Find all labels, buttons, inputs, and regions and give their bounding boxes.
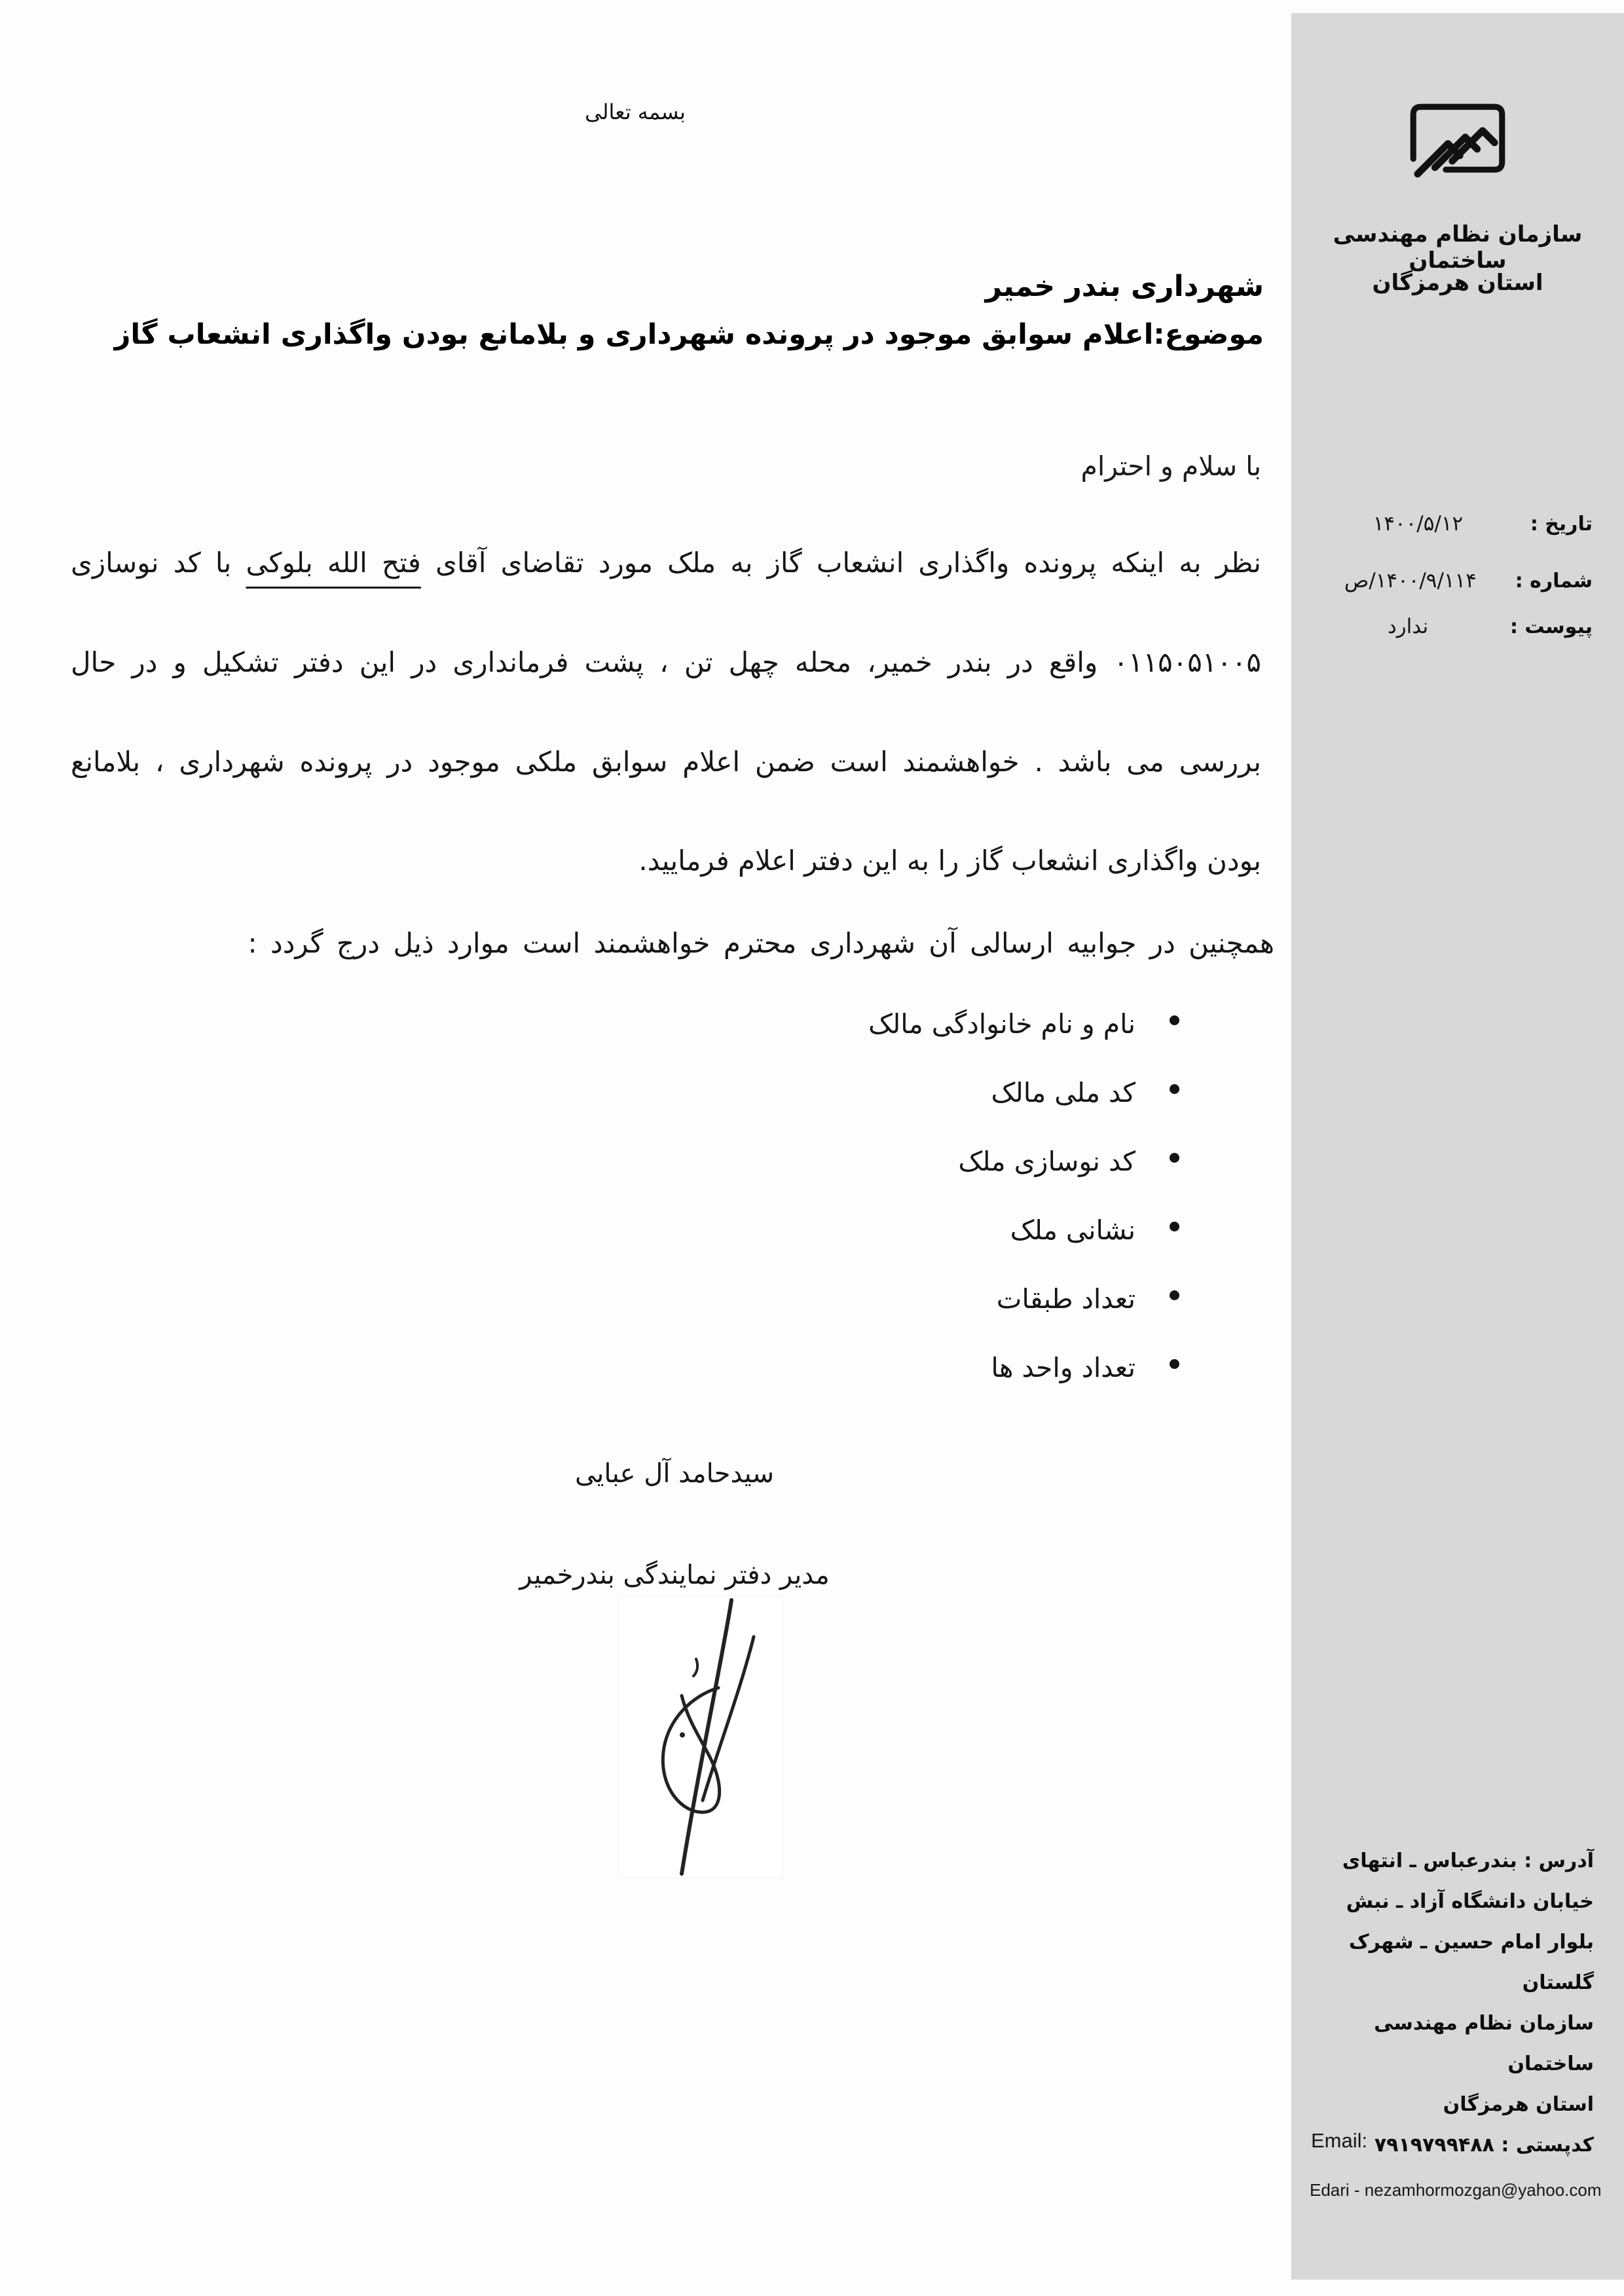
salutation-line: با سلام و احترام: [1080, 450, 1261, 482]
attachment-field: [1306, 615, 1593, 661]
bullet-icon: [1170, 1015, 1179, 1025]
list-item: [868, 1334, 1179, 1402]
org-name-line1: سازمان نظام مهندسی ساختمان: [1333, 221, 1583, 274]
list-item-label: کد نوسازی ملک: [958, 1146, 1135, 1177]
list-item: [868, 1265, 1179, 1334]
list-item: [868, 1059, 1179, 1127]
number-field: [1306, 569, 1593, 615]
postal-code-line: کدپستی : ۷۹۱۹۷۹۹۴۸۸: [1374, 2134, 1594, 2157]
address-line: آدرس : بندرعباس ـ انتهای: [1342, 1850, 1594, 1872]
list-item-label: تعداد طبقات: [996, 1283, 1135, 1315]
list-item-label: نام و نام خانوادگی مالک: [868, 1008, 1135, 1040]
body-line-3: بررسی می باشد . خواهشمند است ضمن اعلام سوابق ملکی موجود در پرونده شهرداری ، بلامانع: [71, 746, 1261, 778]
body-line-1-pre: نظر به اینکه پرونده واگذاری انشعاب گاز به ملک مورد تقاضای آقای: [420, 547, 1261, 579]
handwritten-signature: [619, 1596, 783, 1878]
email-address: Edari - nezamhormozgan@yahoo.com: [1310, 2180, 1602, 2200]
bullet-icon: [1170, 1290, 1179, 1300]
number-value: ۱۴۰۰/۹/۱۱۴/ص: [1344, 569, 1477, 592]
list-item: [868, 1196, 1179, 1265]
recipient-line: شهرداری بندر خمیر: [985, 270, 1264, 303]
org-address-block: [1311, 1841, 1594, 2166]
email-label: Email:: [1311, 2129, 1368, 2152]
letterhead-sidebar: [1291, 13, 1624, 2280]
body-line-1: [71, 547, 1261, 579]
bullet-icon: [1170, 1222, 1179, 1231]
address-line: خیابان دانشگاه آزاد ـ نبش: [1346, 1890, 1594, 1913]
list-item-label: تعداد واحد ها: [991, 1352, 1135, 1383]
address-line: گلستان: [1522, 1971, 1594, 1994]
subject-line: موضوع:اعلام سوابق موجود در پرونده شهرداری و بلامانع بودن واگذاری انشعاب گاز: [114, 318, 1264, 351]
list-item: [868, 990, 1179, 1059]
bullet-icon: [1170, 1084, 1179, 1094]
attachment-value: ندارد: [1387, 615, 1429, 638]
org-name-line2: استان هرمزگان: [1372, 270, 1543, 296]
required-items-list: [868, 990, 1179, 1402]
attachment-label: پیوست :: [1509, 615, 1593, 638]
body-line-4: بودن واگذاری انشعاب گاز را به این دفتر اعلام فرمایید.: [638, 845, 1261, 877]
body-line-1-post: با کد نوسازی: [71, 547, 246, 579]
address-line: استان هرمزگان: [1443, 2093, 1594, 2116]
signature-icon: [619, 1596, 783, 1878]
list-item-label: کد ملی مالک: [991, 1077, 1135, 1108]
bullet-icon: [1170, 1153, 1179, 1163]
date-label: تاریخ :: [1530, 513, 1593, 536]
besmele-header: بسمه تعالی: [585, 100, 686, 124]
list-item-label: نشانی ملک: [1010, 1214, 1135, 1246]
body-line-2: ۰۱۱۵۰۵۱۰۰۵ واقع در بندر خمیر، محله چهل تن ، پشت فرمانداری در این دفتر تشکیل و در حال: [71, 646, 1261, 678]
applicant-name-underlined: فتح الله بلوکی: [246, 547, 421, 579]
number-label: شماره :: [1515, 570, 1593, 592]
list-item: [868, 1127, 1179, 1196]
letter-meta-fields: [1306, 512, 1593, 661]
signer-title: مدیر دفتر نمایندگی بندرخمیر: [519, 1560, 830, 1590]
address-line: سازمان نظام مهندسی ساختمان: [1374, 2012, 1594, 2075]
nezam-mohandesi-logo-icon: [1392, 98, 1523, 179]
signer-name: سیدحامد آل عبایی: [574, 1459, 775, 1489]
address-line: بلوار امام حسین ـ شهرک: [1348, 1931, 1594, 1954]
date-field: [1306, 512, 1593, 558]
request-line: همچنین در جوابیه ارسالی آن شهرداری محترم خواهشمند است موارد ذیل درج گردد :: [248, 927, 1274, 959]
bullet-icon: [1170, 1359, 1179, 1369]
date-value: ۱۴۰۰/۵/۱۲: [1373, 512, 1464, 536]
